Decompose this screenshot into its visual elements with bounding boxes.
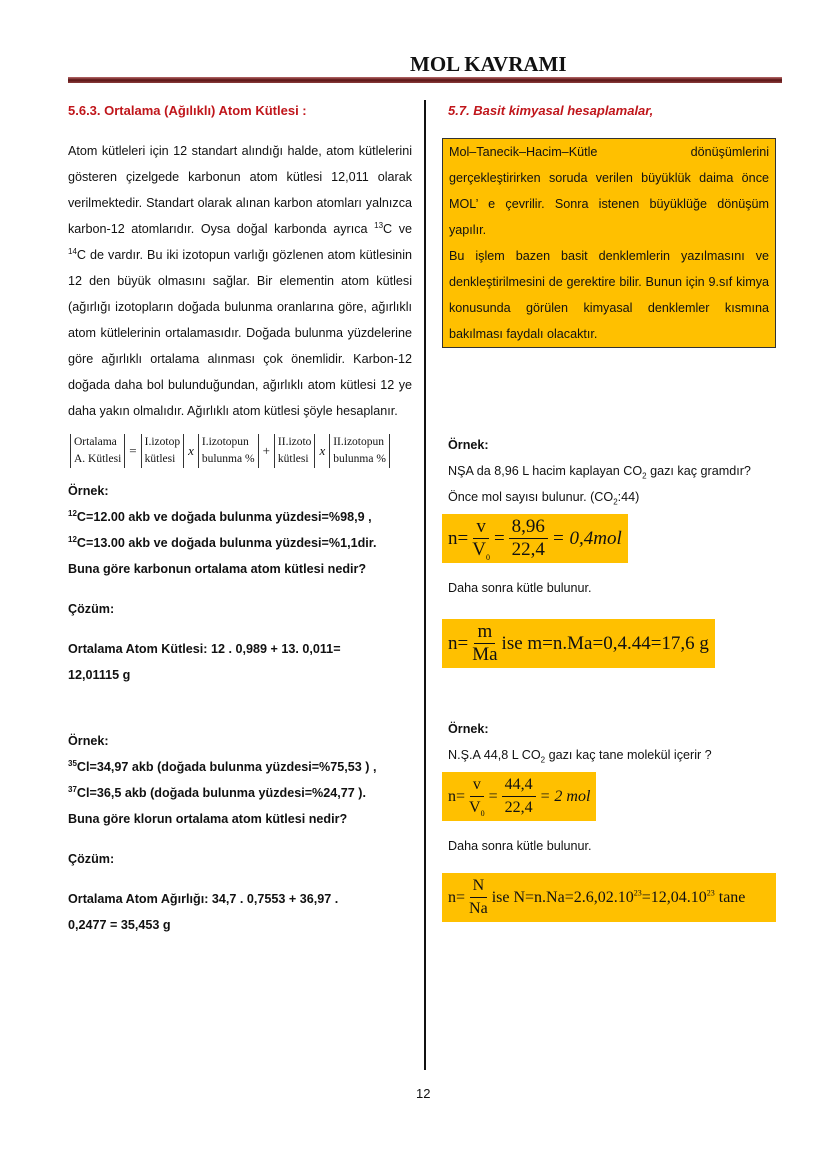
info-box: Mol–Tanecik–Hacim–Kütle dönüşümlerini gerçekleştirirken soruda verilen büyüklük daima önce MOL’ e çevrilir. Sonra istenen büyüklüğe dönüşüm yapılır. Bu işlem bazen basit denklemlerin yazılmasını ve denkleştirilmesini de gerektire bilir. Bunun için 9.sıf kimya konusunda görülen kimyasal denklemler kısmına bakılması faydalı olacaktır. [442,138,776,348]
mol-formula: n= $\frac{v}{V_0}$ = $\frac{8,96}{22,4}$ = 0,4mol [442,514,628,563]
section-heading: 5.6.3. Ortalama (Ağılıklı) Atom Kütlesi : [68,103,307,118]
column-divider [424,100,426,1070]
mass-formula: n= $\frac{m}{Ma}$ ise m=n.Ma=0,4.44=17,6 g [442,619,715,668]
example-2: Örnek: $^{35}$Cl=34,97 akb (doğada bulunma yüzdesi=%75,53 ) , $^{37}$Cl=36,5 akb (doğada bulunma yüzdesi=%24,77 ). Buna göre klorun ortalama atom kütlesi nedir? Çözüm: Ortalama Atom Ağırlığı: 34,7 . 0,7553 + 36,97 . 0,2477 = 35,453 g [68,734,377,932]
example-1: Örnek: $^{12}$C=12.00 akb ve doğada bulunma yüzdesi=%98,9 , $^{12}$C=13.00 akb ve doğada bulunma yüzdesi=%1,1dir. Buna göre karbonun ortalama atom kütlesi nedir? Çözüm: Ortalama Atom Kütlesi: 12 . 0,989 + 13. 0,011= 12,01115 g [68,484,377,682]
example-2: Örnek: N.Ş.A 44,8 L $CO_2$ gazı kaç tane molekül içerir ? n= $\frac{v}{V_0}$ = $\frac{44,4}{22,4}$ = 2 mol Daha sonra kütle bulunur. n= $\frac{N}{Na}$ ise $N=n.Na=2.6,02.10^{23}=12,04.10^{23}$ tane [448,716,782,926]
right-column [448,98,782,926]
example-1: Örnek: NŞA da 8,96 L hacim kaplayan $CO_2$ gazı kaç gramdır? Önce mol sayısı bulunur. $(CO_2:44)$ n= $\frac{v}{V_0}$ = $\frac{8,96}{22,4}$ = 0,4mol Daha sonra kütle bulunur. n= $\frac{m}{Ma}$ ise m=n.Ma=0,4.44=17,6 g [448,432,782,672]
left-column [68,98,412,938]
mol-formula: n= $\frac{v}{V_0}$ = $\frac{44,4}{22,4}$ = 2 mol [442,772,596,821]
section-heading: 5.7. Basit kimyasal hesaplamalar, [448,103,654,118]
intro-paragraph: Atom kütleleri için 12 standart alındığı halde, atom kütlelerini gösteren çizelgede karbonun atom kütlesi 12,011 olarak verilmektedir. Standart olarak alınan karbon atomları yalnızca karbon-12 atomlarıdır. Oysa doğal karbonda ayrıca $^{13}$C ve $^{14}$C de vardır. Bu iki izotopun varlığı gözlenen atom kütlesinin 12 den büyük olmasını sağlar. Bir elementin atom kütlesi (ağırlığı izotopların doğada bulunma oranlarına göre, ağırlıklı atom kütlelerinin ortalamasıdır. Doğada bulunma yüzdelerine göre ağırlıklı ortalama alınması çok önemlidir. Karbon-12 doğada daha bol bulunduğundan, ağırlıklı atom kütlesi 12 ye daha yakın olmalıdır. Ağırlıklı atom kütlesi şöyle hesaplanır. [68,144,412,418]
molecule-count-formula: n= $\frac{N}{Na}$ ise $N=n.Na=2.6,02.10^{23}=12,04.10^{23}$ tane [442,873,776,922]
page-title: MOL KAVRAMI [410,52,567,76]
page-number: 12 [416,1086,431,1101]
header-rule [68,77,782,83]
average-mass-formula: Ortalama A. Kütlesi = I.izotop kütlesi x I.izotopun bulunma % + II.izoto kütlesi x II.izotopun bulunma % [68,434,412,468]
